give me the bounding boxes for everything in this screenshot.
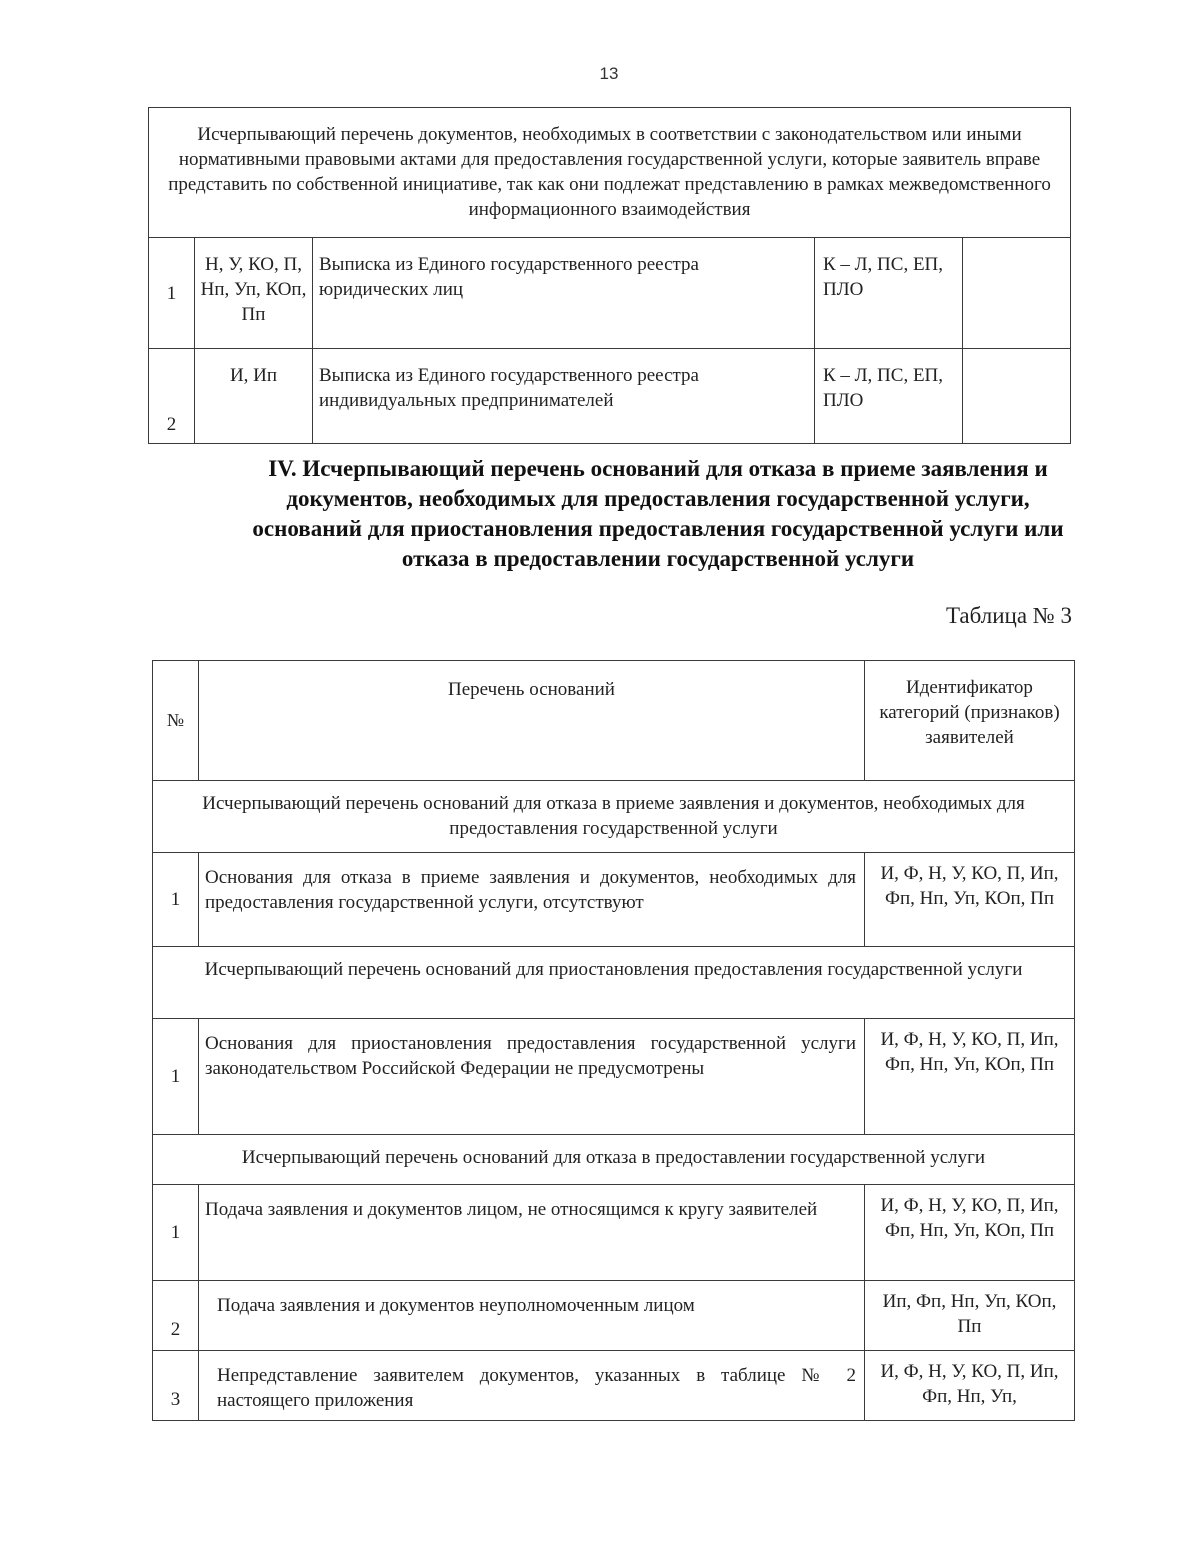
empty-cell — [963, 349, 1071, 444]
table-row — [153, 853, 1075, 947]
applicant-identifiers: И, Ф, Н, У, КО, П, Ип, Фп, Нп, Уп, КОп, Пп — [865, 1019, 1075, 1135]
table1-header: Исчерпывающий перечень документов, необходимых в соответствии с законодательством или иными нормативными правовыми актами для предоставления государственной услуги, которые заявитель вправе представить по собственной инициативе, так как они подлежат представлению в рамках межведомственного информационного взаимодействия — [149, 108, 1071, 238]
row-number: 2 — [153, 1281, 199, 1351]
page-number: 13 — [599, 64, 619, 83]
table-header-row — [153, 661, 1075, 781]
column-header-grounds: Перечень оснований — [199, 661, 865, 781]
section-title: Исчерпывающий перечень оснований для отказа в предоставлении государственной услуги — [153, 1135, 1075, 1185]
applicant-identifiers: Ип, Фп, Нп, Уп, КОп, Пп — [865, 1281, 1075, 1351]
document-name: Выписка из Единого государственного реестра юридических лиц — [313, 238, 815, 349]
column-header-identifier: Идентификатор категорий (признаков) заявителей — [865, 661, 1075, 781]
row-number: 1 — [153, 1185, 199, 1281]
applicant-identifiers: И, Ф, Н, У, КО, П, Ип, Фп, Нп, Уп, КОп, Пп — [865, 1185, 1075, 1281]
section-title: Исчерпывающий перечень оснований для приостановления предоставления государственной услуги — [153, 947, 1075, 1019]
submission-method: К – Л, ПС, ЕП, ПЛО — [815, 349, 963, 444]
refusal-grounds-table — [152, 660, 1075, 1421]
table-row — [153, 1019, 1075, 1135]
section-title: Исчерпывающий перечень оснований для отказа в приеме заявления и документов, необходимых для предоставления государственной услуги — [153, 781, 1075, 853]
row-number: 1 — [149, 238, 195, 349]
submission-method: К – Л, ПС, ЕП, ПЛО — [815, 238, 963, 349]
table-row — [153, 1185, 1075, 1281]
ground-text: Непредставление заявителем документов, указанных в таблице № 2 настоящего приложения — [199, 1351, 865, 1421]
table-row — [153, 1351, 1075, 1421]
row-number: 2 — [149, 349, 195, 444]
ground-text: Основания для приостановления предоставления государственной услуги законодательством Российской Федерации не предусмотрены — [199, 1019, 865, 1135]
ground-text: Подача заявления и документов неуполномоченным лицом — [199, 1281, 865, 1351]
table-row — [149, 349, 1071, 444]
applicant-identifiers: И, Ф, Н, У, КО, П, Ип, Фп, Нп, Уп, КОп, Пп — [865, 853, 1075, 947]
row-number: 1 — [153, 853, 199, 947]
ground-text: Основания для отказа в приеме заявления и документов, необходимых для предоставления государственной услуги, отсутствуют — [199, 853, 865, 947]
interagency-documents-table — [148, 107, 1071, 444]
applicant-categories: И, Ип — [195, 349, 313, 444]
empty-cell — [963, 238, 1071, 349]
row-number: 1 — [153, 1019, 199, 1135]
section-heading: IV. Исчерпывающий перечень оснований для отказа в приеме заявления и документов, необходимых для предоставления государственной услуги, оснований для приостановления предоставления государственной услуги или отказа в предоставлении государственной услуги — [252, 456, 1064, 571]
table-row — [153, 1281, 1075, 1351]
column-header-number: № — [153, 661, 199, 781]
row-number: 3 — [153, 1351, 199, 1421]
table-row — [149, 238, 1071, 349]
document-name: Выписка из Единого государственного реестра индивидуальных предпринимателей — [313, 349, 815, 444]
applicant-categories: Н, У, КО, П, Нп, Уп, КОп, Пп — [195, 238, 313, 349]
table-label: Таблица № 3 — [945, 603, 1072, 628]
applicant-identifiers: И, Ф, Н, У, КО, П, Ип, Фп, Нп, Уп, — [865, 1351, 1075, 1421]
ground-text: Подача заявления и документов лицом, не относящимся к кругу заявителей — [199, 1185, 865, 1281]
